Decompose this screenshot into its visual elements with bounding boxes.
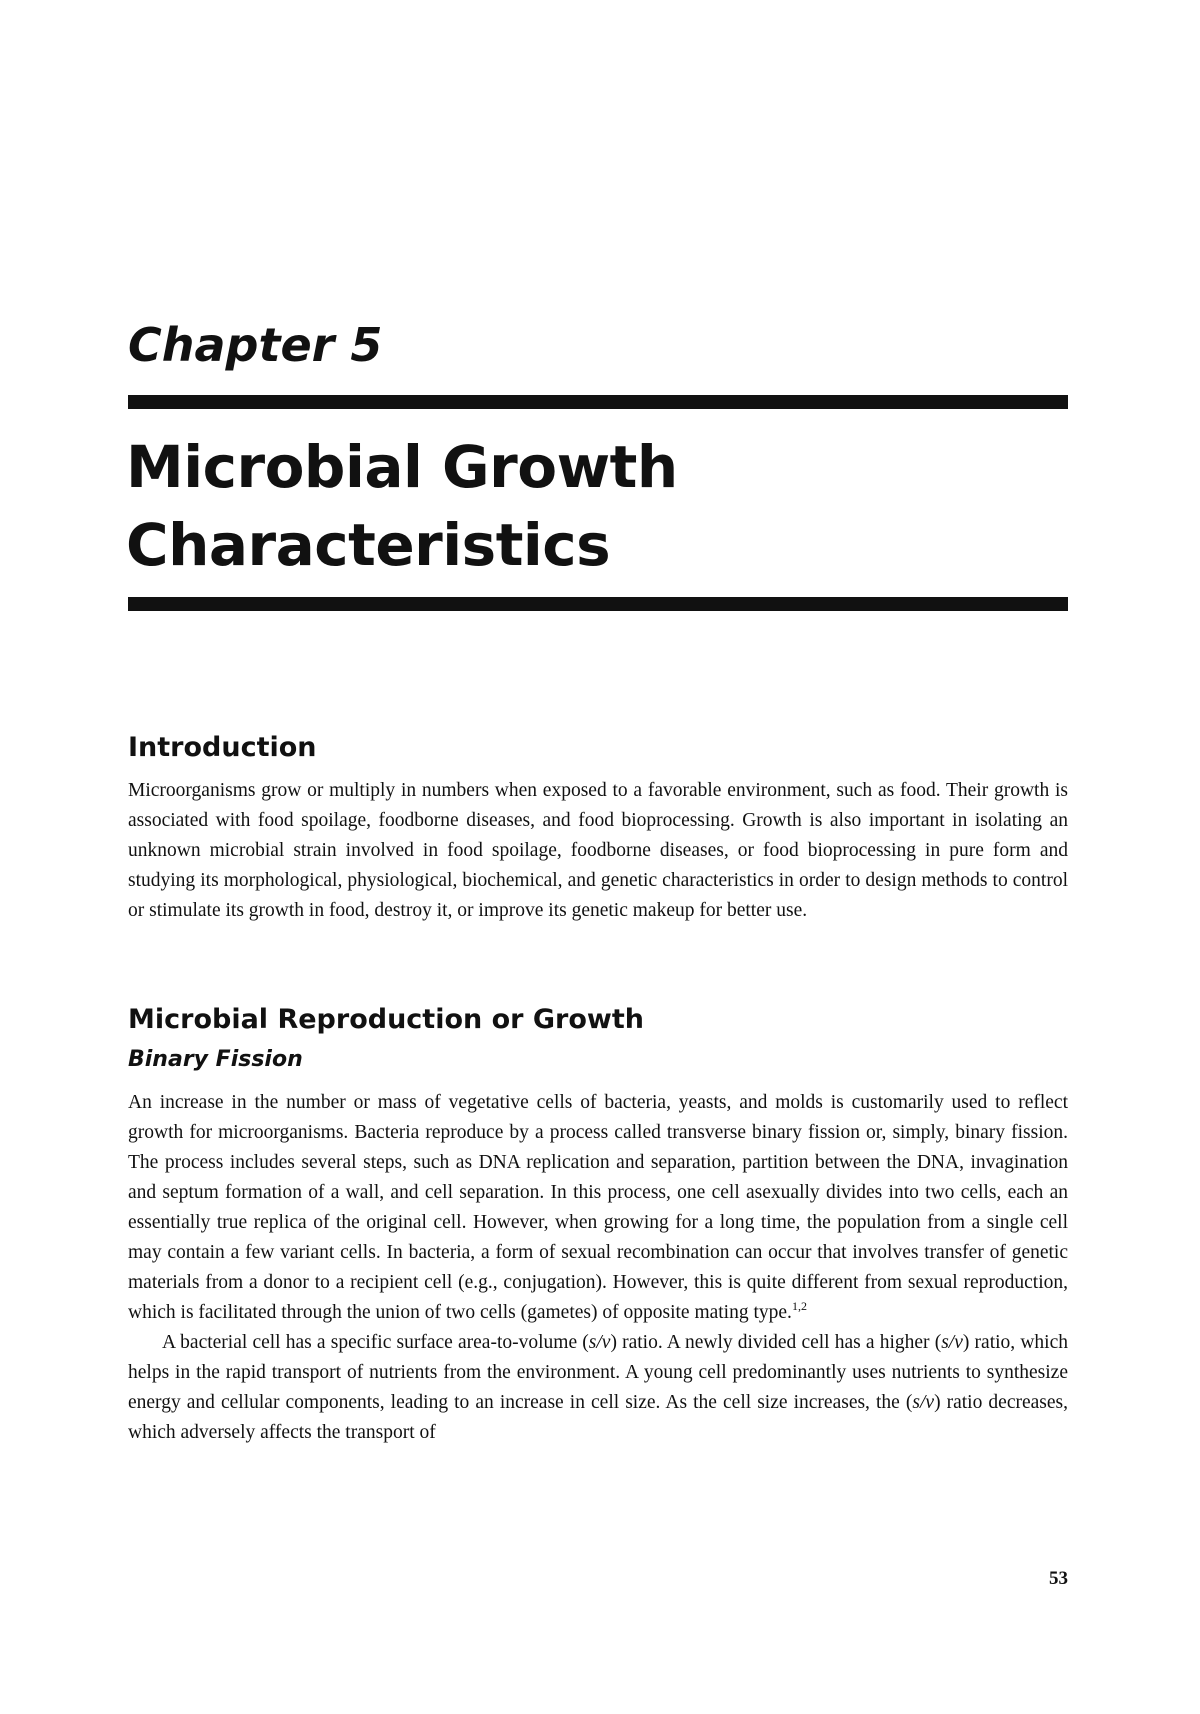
paragraph-text-part-1: A bacterial cell has a specific surface area-to-volume ( [162, 1332, 589, 1353]
reference-superscript: 1,2 [791, 1299, 807, 1313]
chapter-title-line-2: Characteristics [126, 511, 611, 579]
section-heading-reproduction: Microbial Reproduction or Growth [128, 1004, 644, 1035]
title-rule-top [128, 395, 1068, 409]
page-number: 53 [1049, 1568, 1068, 1589]
chapter-label: Chapter 5 [128, 318, 383, 372]
paragraph-text-part-4: ) ratio decreases, which adversely affects the transport of [128, 1392, 1068, 1443]
subsection-heading-binary-fission: Binary Fission [128, 1047, 303, 1072]
sv-term: s/v [588, 1332, 611, 1353]
chapter-title [126, 428, 678, 584]
binary-fission-paragraph-2 [128, 1328, 1068, 1448]
sv-term: s/v [912, 1392, 935, 1413]
paragraph-text-part-2: ) ratio. A newly divided cell has a higher ( [610, 1332, 942, 1353]
title-rule-bottom [128, 597, 1068, 611]
section-heading-introduction: Introduction [128, 732, 317, 763]
paragraph-text-part-3: ) ratio, which helps in the rapid transport of nutrients from the environment. A young cell predominantly uses nutrients to synthesize energy and cellular components, leading to an increase in cell size. As the cell size increases, the ( [128, 1332, 1068, 1413]
sv-term: s/v [941, 1332, 963, 1353]
paragraph-text: An increase in the number or mass of vegetative cells of bacteria, yeasts, and molds is customarily used to reflect growth for microorganisms. Bacteria reproduce by a process called transverse binary fission or, simply, binary fission. The process includes several steps, such as DNA replication and separation, partition between the DNA, invagination and septum formation of a wall, and cell separation. In this process, one cell asexually divides into two cells, each an essentially true replica of the original cell. However, when growing for a long time, the population from a single cell may contain a few variant cells. In bacteria, a form of sexual recombination can occur that involves transfer of genetic materials from a donor to a recipient cell (e.g., conjugation). However, this is quite different from sexual reproduction, which is facilitated through the union of two cells (gametes) of opposite mating type. [128, 1092, 1068, 1323]
intro-paragraph: Microorganisms grow or multiply in numbers when exposed to a favorable environment, such as food. Their growth is associated with food spoilage, foodborne diseases, and food bioprocessing. Growth is also important in isolating an unknown microbial strain involved in food spoilage, foodborne diseases, or food bioprocessing in pure form and studying its morphological, physiological, biochemical, and genetic characteristics in order to design methods to control or stimulate its growth in food, destroy it, or improve its genetic makeup for better use. [128, 780, 1068, 921]
body-text [128, 728, 1068, 1448]
binary-fission-paragraph-1 [128, 1088, 1068, 1328]
chapter-title-line-1: Microbial Growth [126, 433, 678, 501]
